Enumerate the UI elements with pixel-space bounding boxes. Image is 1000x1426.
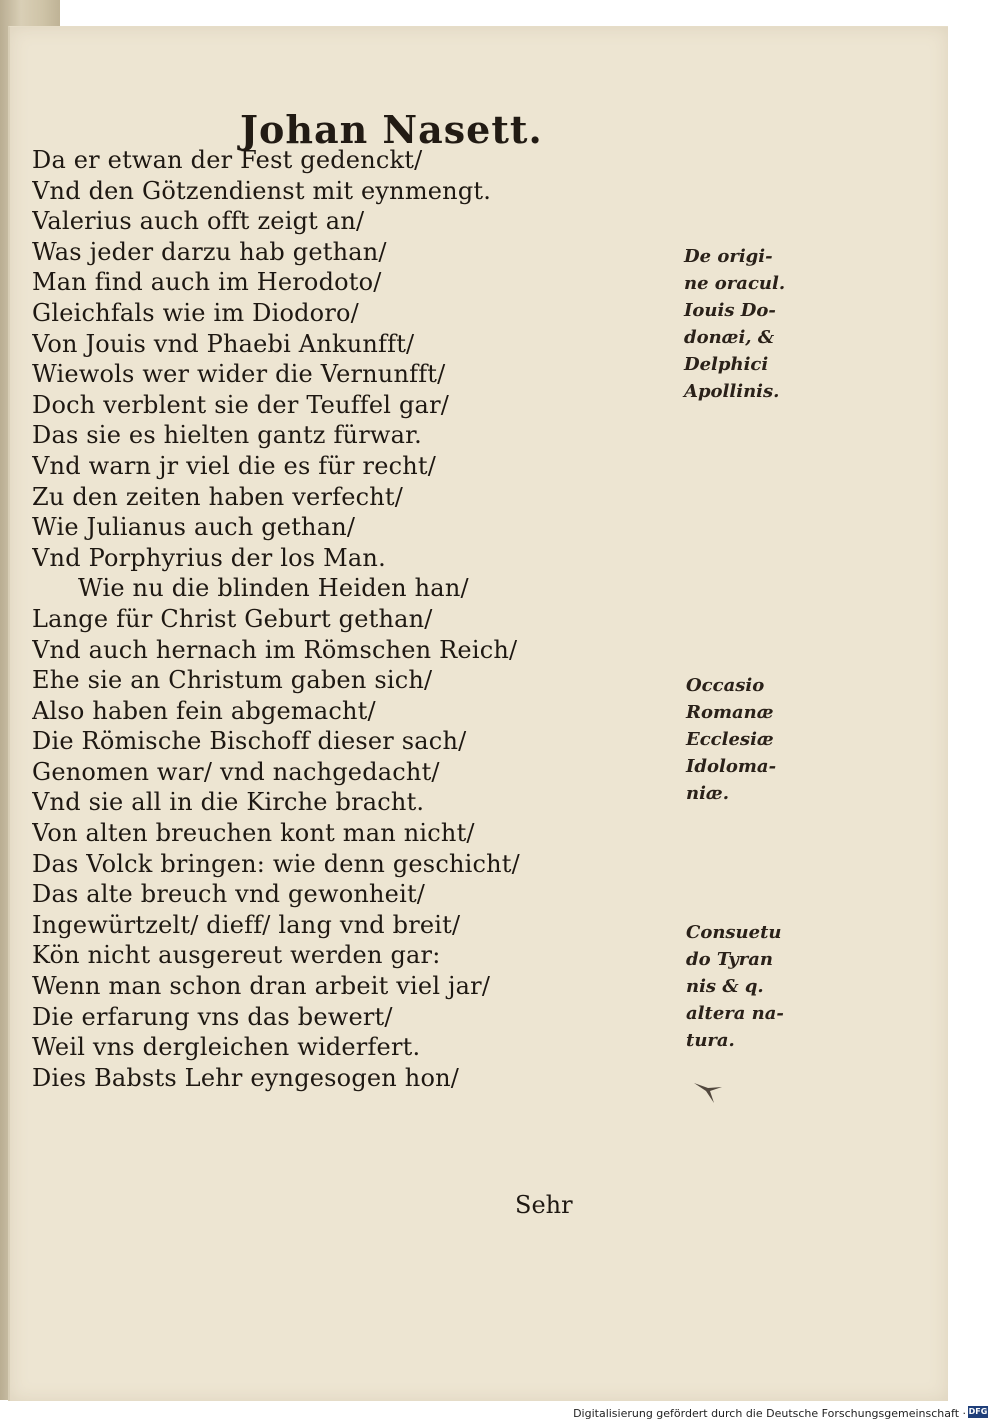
verse-line: Doch verblent sie der Teuffel gar/ bbox=[32, 390, 450, 419]
marginal-note-line: Consuetu bbox=[686, 922, 782, 943]
marginal-note-line: altera na- bbox=[686, 1003, 784, 1024]
verse-line: Wenn man schon dran arbeit viel jar/ bbox=[32, 972, 491, 1001]
marginal-note-line: tura. bbox=[686, 1030, 735, 1051]
marginal-note-line: Ecclesiæ bbox=[686, 729, 774, 750]
marginal-note-idolomania bbox=[686, 672, 776, 807]
marginal-note-consuetudo bbox=[686, 919, 784, 1054]
dfg-logo: DFG bbox=[968, 1407, 988, 1416]
marginal-note-line: donæi, & bbox=[684, 327, 775, 348]
verse-line: Vnd auch hernach im Römschen Reich/ bbox=[32, 635, 518, 664]
verse-line: Das sie es hielten gantz fürwar. bbox=[32, 421, 422, 450]
verse-line: Gleichfals wie im Diodoro/ bbox=[32, 298, 359, 327]
verse-line: Man find auch im Herodoto/ bbox=[32, 268, 382, 297]
ink-blot-mark bbox=[692, 1079, 726, 1105]
digitization-credit: Digitalisierung gefördert durch die Deutsche Forschungsgemeinschaft · bbox=[573, 1407, 966, 1420]
verse-line: Vnd Porphyrius der los Man. bbox=[32, 543, 386, 572]
verse-line: Vnd sie all in die Kirche bracht. bbox=[32, 788, 425, 817]
verse-line: Was jeder darzu hab gethan/ bbox=[32, 237, 387, 266]
verse-line: Von Jouis vnd Phaebi Ankunfft/ bbox=[32, 329, 415, 358]
verse-line: Ehe sie an Christum gaben sich/ bbox=[32, 666, 433, 695]
verse-line: Also haben fein abgemacht/ bbox=[32, 696, 376, 725]
verse-line: Kön nicht ausgereut werden gar: bbox=[32, 941, 441, 970]
verse-line: Weil vns dergleichen widerfert. bbox=[32, 1033, 421, 1062]
verse-line: Vnd den Götzendienst mit eynmengt. bbox=[32, 176, 492, 205]
verse-line: Lange für Christ Geburt gethan/ bbox=[32, 604, 433, 633]
marginal-note-oracles bbox=[684, 243, 785, 405]
verse-line: Von alten breuchen kont man nicht/ bbox=[32, 819, 475, 848]
verse-line: Dies Babsts Lehr eyngesogen hon/ bbox=[32, 1063, 460, 1092]
marginal-note-line: Occasio bbox=[686, 675, 765, 696]
verse-line: Die erfarung vns das bewert/ bbox=[32, 1002, 393, 1031]
marginal-note-line: De origi- bbox=[684, 246, 773, 267]
verse-line: Das Volck bringen: wie denn geschicht/ bbox=[32, 849, 520, 878]
marginal-note-line: Idoloma- bbox=[686, 756, 777, 777]
verse-line: Genomen war/ vnd nachgedacht/ bbox=[32, 757, 440, 786]
marginal-note-line: ne oracul. bbox=[684, 273, 786, 294]
verse-line: Vnd warn jr viel die es für recht/ bbox=[32, 451, 437, 480]
verse-line: Ingewürtzelt/ dieff/ lang vnd breit/ bbox=[32, 910, 461, 939]
marginal-note-line: Romanæ bbox=[686, 702, 774, 723]
verse-line: Das alte breuch vnd gewonheit/ bbox=[32, 880, 426, 909]
verse-line: Valerius auch offt zeigt an/ bbox=[32, 207, 365, 236]
verse-line: Die Römische Bischoff dieser sach/ bbox=[32, 727, 467, 756]
marginal-note-line: do Tyran bbox=[686, 949, 773, 970]
marginal-note-line: Delphici bbox=[684, 354, 769, 375]
marginal-note-line: Iouis Do- bbox=[684, 300, 776, 321]
marginal-note-line: niæ. bbox=[686, 783, 729, 804]
running-header: Johan Nasett. bbox=[240, 107, 543, 152]
catchword: Sehr bbox=[515, 1191, 573, 1219]
marginal-note-line: Apollinis. bbox=[684, 381, 780, 402]
verse-line: Da er etwan der Fest gedenckt/ bbox=[32, 146, 423, 174]
book-page bbox=[8, 26, 948, 1401]
verse-list bbox=[32, 145, 652, 1093]
verse-line: Zu den zeiten haben verfecht/ bbox=[32, 482, 404, 511]
verse-line: Wiewols wer wider die Vernunfft/ bbox=[32, 360, 446, 389]
verse-line-indented: Wie nu die blinden Heiden han/ bbox=[78, 574, 469, 603]
verse-line: Wie Julianus auch gethan/ bbox=[32, 513, 356, 542]
marginal-note-line: nis & q. bbox=[686, 976, 764, 997]
